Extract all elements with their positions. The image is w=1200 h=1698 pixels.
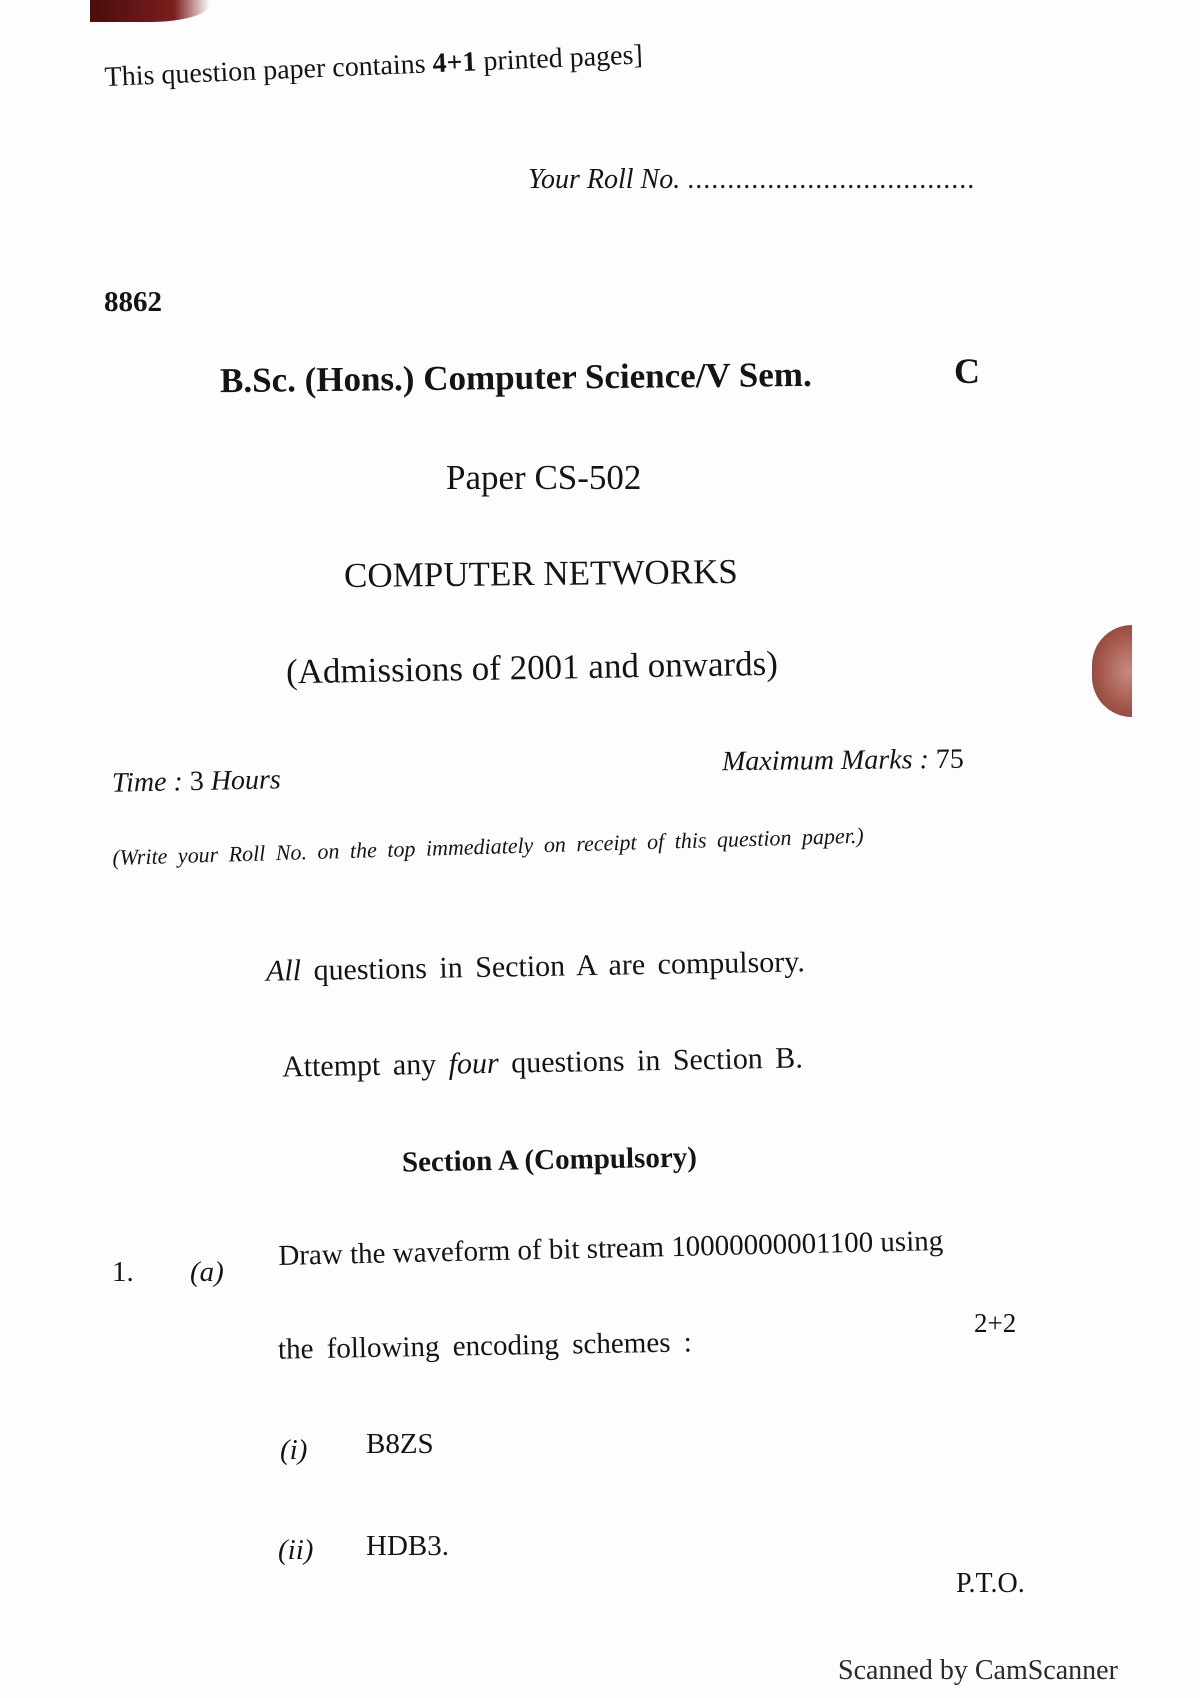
pages-count: 4+1 [431, 46, 478, 80]
paper-set-letter: C [954, 351, 980, 391]
paper-number: Paper CS-502 [446, 458, 642, 497]
scan-edge-mark [90, 0, 210, 22]
roll-number-instruction: (Write your Roll No. on the top immediately on receipt of this question paper.) [112, 822, 865, 870]
roll-number-line: Your Roll No. .................................... [528, 164, 976, 195]
question-text-line-1: Draw the waveform of bit stream 10000000001100 using [278, 1224, 944, 1272]
question-number: 1. [112, 1256, 134, 1288]
course-title: B.Sc. (Hons.) Computer Science/V Sem. [219, 354, 812, 401]
maximum-marks: Maximum Marks : 75 [721, 743, 964, 778]
instruction-section-b: Attempt any four questions in Section B. [281, 1041, 804, 1084]
time-allowed: Time : 3 Hours [111, 764, 282, 799]
subject-title: COMPUTER NETWORKS [343, 551, 738, 596]
subpart-label: (i) [280, 1434, 308, 1466]
printed-pages-note: This question paper contains 4+1 printed pages] [104, 39, 644, 93]
question-text-line-2: the following encoding schemes : [277, 1326, 693, 1366]
subpart-text: B8ZS [366, 1428, 434, 1460]
paper-code: 8862 [104, 286, 162, 318]
section-a-heading: Section A (Compulsory) [401, 1141, 698, 1179]
instruction-section-a: All questions in Section A are compulsory. [265, 945, 806, 988]
roll-number-dots: .................................... [687, 164, 976, 195]
question-marks: 2+2 [974, 1308, 1017, 1338]
admissions-note: (Admissions of 2001 and onwards) [285, 643, 779, 692]
subpart-text: HDB3. [366, 1530, 449, 1562]
scan-edge-blob [1092, 625, 1132, 717]
subpart-label: (ii) [278, 1534, 314, 1566]
please-turn-over: P.T.O. [956, 1568, 1025, 1599]
question-part-label: (a) [190, 1256, 224, 1288]
scanner-watermark: Scanned by CamScanner [838, 1655, 1118, 1686]
